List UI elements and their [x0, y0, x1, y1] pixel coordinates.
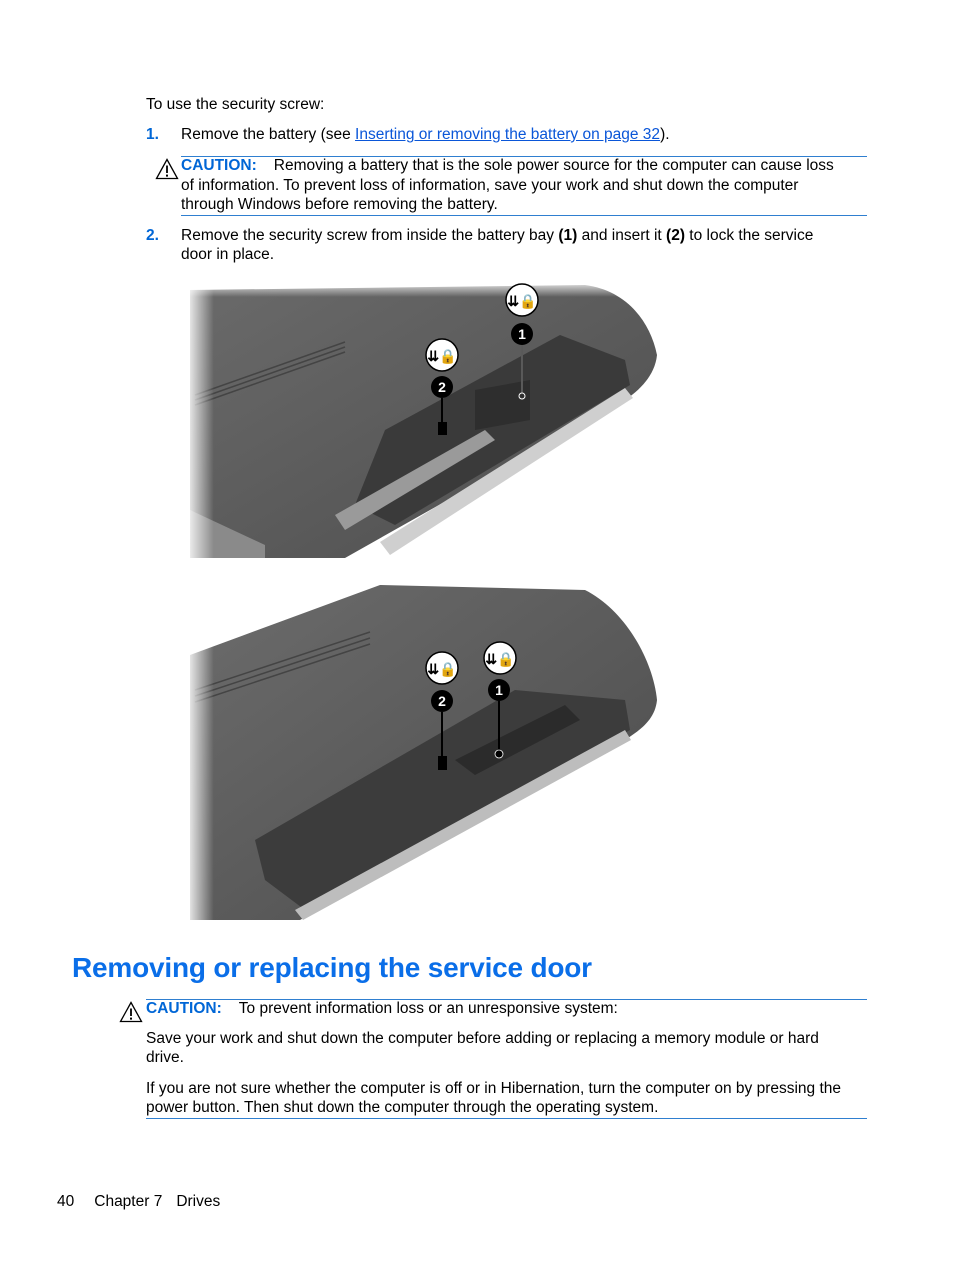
- page-number: 40: [57, 1193, 75, 1210]
- svg-text:⇊🔒: ⇊🔒: [507, 293, 537, 309]
- caution-1-line-1: [181, 156, 834, 176]
- caution-2-para-2-line-1: If you are not sure whether the computer is off or in Hibernation, turn the computer on by pressing the: [146, 1080, 842, 1097]
- figure-2-illustration: [185, 580, 665, 925]
- callout-1-b: 1: [495, 682, 503, 698]
- step-1-text-after: ).: [660, 126, 670, 143]
- section-heading: Removing or replacing the service door: [72, 952, 592, 983]
- svg-text:⇊🔒: ⇊🔒: [427, 661, 457, 677]
- chapter-title: Drives: [176, 1193, 221, 1210]
- warning-triangle-icon: [155, 158, 179, 180]
- caution-2-para-2-line-2: power button. Then shut down the computer through the operating system.: [146, 1099, 659, 1116]
- caution-1-text-line-1: Removing a battery that is the sole power source for the computer can cause loss: [273, 157, 834, 174]
- step-1-number: 1.: [146, 126, 159, 143]
- chapter-label: Chapter 7: [94, 1193, 163, 1210]
- caution-2-bottom-rule: [146, 1118, 867, 1119]
- callout-2-b: 2: [438, 693, 446, 709]
- caution-2-text: To prevent information loss or an unresponsive system:: [238, 1000, 618, 1017]
- caution-1-line-3: through Windows before removing the battery.: [181, 196, 498, 213]
- step-1-text: [181, 125, 670, 145]
- step-2-text-c: to lock the service: [684, 227, 814, 244]
- page-footer: [57, 1192, 220, 1212]
- figure-1-illustration: [185, 280, 665, 562]
- caution-2-para-1-line-2: drive.: [146, 1049, 184, 1066]
- step-2-text-line-1: [181, 226, 813, 246]
- battery-link[interactable]: Inserting or removing the battery on page 32: [355, 126, 661, 143]
- step-2-bold-a: (1): [558, 227, 578, 244]
- caution-2-label: CAUTION:: [146, 1000, 222, 1017]
- caution-2-para-1-line-1: Save your work and shut down the computer before adding or replacing a memory module or hard: [146, 1030, 819, 1047]
- callout-1: 1: [518, 326, 526, 342]
- caution-1-line-2: of information. To prevent loss of information, save your work and shut down the computer: [181, 177, 799, 194]
- step-2-bold-b: (2): [666, 227, 685, 244]
- step-2-text-b: and insert it: [577, 227, 667, 244]
- caution-2-line: [146, 999, 618, 1019]
- intro-text: To use the security screw:: [146, 96, 325, 113]
- step-2-text-a: Remove the security screw from inside the battery bay: [181, 227, 559, 244]
- callout-2: 2: [438, 379, 446, 395]
- warning-triangle-icon-2: [119, 1001, 143, 1023]
- svg-text:⇊🔒: ⇊🔒: [485, 651, 515, 667]
- step-2-number: 2.: [146, 227, 159, 244]
- caution-1-label: CAUTION:: [181, 157, 257, 174]
- step-2-text-line-2: door in place.: [181, 246, 275, 263]
- svg-text:⇊🔒: ⇊🔒: [427, 348, 457, 364]
- step-1-text-before: Remove the battery (see: [181, 126, 356, 143]
